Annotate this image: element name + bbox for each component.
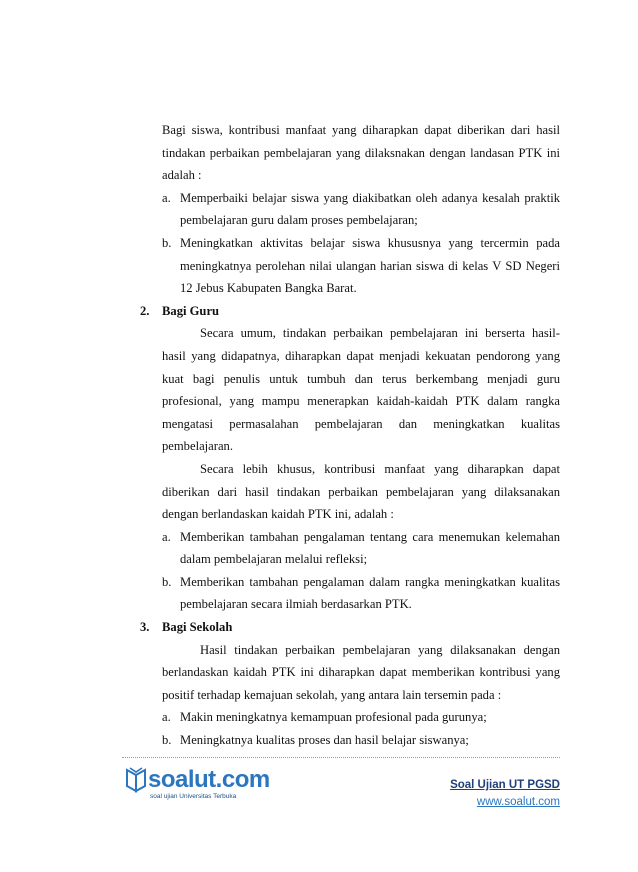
paragraph-line: berlandaskan kaidah PTK ini diharapkan dapat memberikan kontribusi yang	[162, 665, 560, 680]
list-marker: a.	[162, 190, 171, 205]
list-item-line: Meningkatkan aktivitas belajar siswa khususnya yang tercermin pada	[180, 235, 560, 250]
list-marker: a.	[162, 529, 171, 544]
book-icon	[124, 765, 148, 795]
list-item-line: dalam pembelajaran melalui refleksi;	[180, 552, 368, 567]
soalut-logo[interactable]	[124, 765, 284, 805]
list-item	[0, 187, 638, 232]
list-item-line: Memberikan tambahan pengalaman dalam rangka meningkatkan kualitas	[180, 574, 560, 589]
section-title: Bagi Guru	[162, 303, 220, 318]
footer-title: Soal Ujian UT PGSD	[450, 779, 560, 791]
logo-wordmark: soalut.com	[148, 766, 270, 793]
list-item-line: Memberikan tambahan pengalaman tentang cara menemukan kelemahan	[180, 529, 560, 544]
list-item-line: meningkatnya perolehan nilai ulangan harian siswa di kelas V SD Negeri	[180, 258, 560, 273]
list-marker: b.	[162, 574, 172, 589]
paragraph-line: Hasil tindakan perbaikan pembelajaran yang dilaksanakan dengan	[200, 642, 560, 657]
paragraph-line: diberikan dari hasil tindakan perbaikan pembelajaran yang dilaksanakan	[162, 484, 560, 499]
footer-divider	[122, 757, 560, 758]
paragraph-line: Secara umum, tindakan perbaikan pembelajaran ini berserta hasil-	[200, 326, 560, 341]
list-item-line: pembelajaran secara ilmiah berdasarkan PTK.	[180, 597, 412, 612]
list-item	[0, 706, 638, 729]
list-item	[0, 729, 638, 752]
paragraph-line: hasil yang didapatnya, diharapkan dapat menjadi kekuatan pendorong yang	[162, 348, 560, 363]
section-number: 2.	[140, 303, 150, 318]
footer-info	[450, 777, 560, 811]
paragraph-line: mengatasi permasalahan pembelajaran dan meningkatkan kualitas	[162, 416, 560, 431]
list-marker: a.	[162, 710, 171, 725]
list-item-line: pembelajaran guru dalam proses pembelajaran;	[180, 213, 418, 228]
list-item	[0, 526, 638, 571]
section-title: Bagi Sekolah	[162, 620, 233, 635]
intro-line: adalah :	[162, 168, 202, 183]
list-item	[0, 232, 638, 300]
document-body	[0, 119, 638, 752]
list-marker: b.	[162, 733, 172, 748]
list-item-line: Meningkatnya kualitas proses dan hasil belajar siswanya;	[180, 733, 469, 748]
list-marker: b.	[162, 235, 172, 250]
logo-tagline: soal ujian Universitas Terbuka	[150, 793, 237, 800]
paragraph-line: dengan berlandaskan kaidah PTK ini, adalah :	[162, 507, 394, 522]
footer-url-link[interactable]: www.soalut.com	[476, 796, 560, 808]
list-item-line: 12 Jebus Kabupaten Bangka Barat.	[180, 281, 357, 296]
intro-line: tindakan perbaikan pembelajaran yang dilaksnakan dengan landasan PTK ini	[162, 145, 560, 160]
list-item-line: Memperbaiki belajar siswa yang diakibatkan oleh adanya kesalah praktik	[180, 190, 560, 205]
intro-line: Bagi siswa, kontribusi manfaat yang diharapkan dapat diberikan dari hasil	[162, 123, 560, 137]
paragraph-line: profesional, yang mampu menerapkan kaidah-kaidah PTK dalam rangka	[162, 394, 560, 409]
paragraph-line: pembelajaran.	[162, 439, 233, 454]
section-number: 3.	[140, 620, 150, 635]
paragraph-line: kuat bagi penulis untuk tumbuh dan terus berkembang menjadi guru	[162, 371, 560, 386]
paragraph-line: positif terhadap kemajuan sekolah, yang antara lain tersemin pada :	[162, 687, 502, 702]
list-item-line: Makin meningkatnya kemampuan profesional pada gurunya;	[180, 710, 487, 725]
section-heading-guru	[0, 300, 638, 323]
list-item	[0, 571, 638, 616]
section-heading-sekolah	[0, 616, 638, 639]
paragraph-line: Secara lebih khusus, kontribusi manfaat yang diharapkan dapat	[200, 461, 560, 476]
